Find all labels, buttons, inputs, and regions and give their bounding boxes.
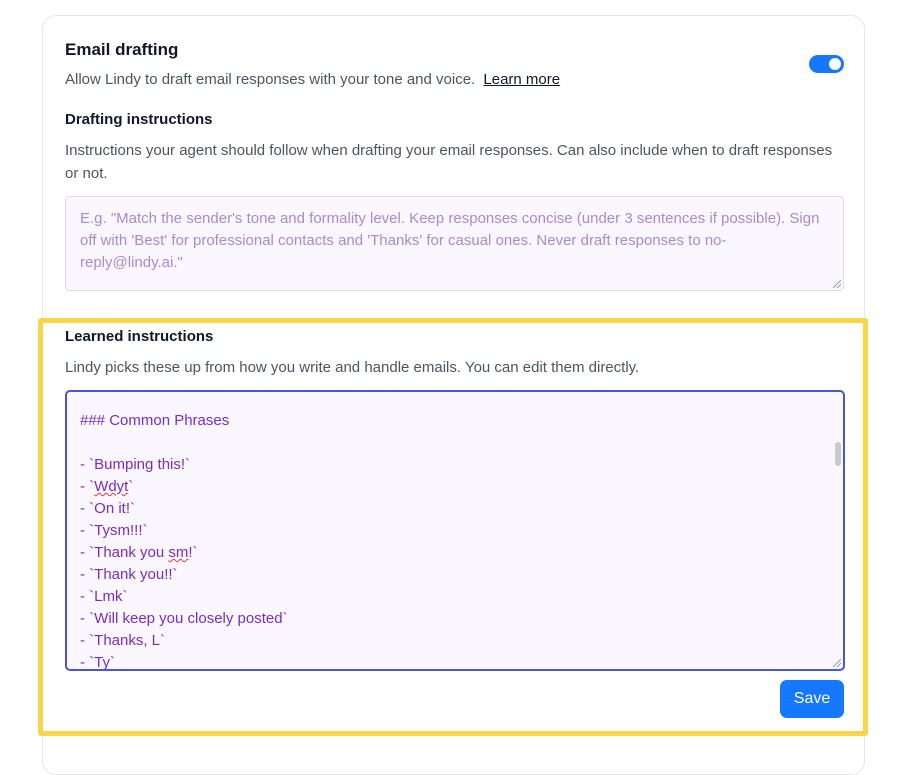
phrase-item: - `Will keep you closely posted` [80, 610, 288, 627]
learned-instructions-title: Learned instructions [65, 328, 214, 345]
phrase-item: - `Thank you!!` [80, 566, 178, 583]
resize-handle-icon[interactable] [833, 659, 841, 667]
textarea-scrollbar[interactable] [835, 442, 841, 466]
email-drafting-description [65, 71, 560, 88]
phrase-item: - `On it!` [80, 500, 135, 517]
drafting-instructions-title: Drafting instructions [65, 111, 213, 128]
email-drafting-title: Email drafting [65, 40, 179, 59]
email-drafting-description-text: Allow Lindy to draft email responses with your tone and voice. [65, 71, 476, 88]
phrase-item: - `Wdyt` [80, 478, 134, 495]
spellcheck-word: sm [168, 544, 189, 561]
learned-heading: ### Common Phrases [80, 412, 230, 429]
drafting-instructions-description: Instructions your agent should follow when drafting your email responses. Can also include when to draft responses or not. [65, 142, 833, 182]
toggle-knob [829, 58, 841, 70]
learn-more-link[interactable]: Learn more [483, 71, 561, 88]
learned-instructions-description: Lindy picks these up from how you write and handle emails. You can edit them directly. [65, 359, 640, 376]
phrase-item: - `Lmk` [80, 588, 128, 605]
phrase-item: - `Thanks, L` [80, 632, 166, 649]
spellcheck-word: Wdyt [94, 478, 129, 495]
phrase-item: - `Thank you sm!` [80, 544, 198, 561]
save-button[interactable]: Save [780, 680, 844, 718]
learned-instructions-textarea[interactable] [65, 390, 845, 671]
phrase-item: - `Tysm!!!` [80, 522, 148, 539]
email-drafting-toggle[interactable] [809, 55, 844, 73]
resize-handle-icon[interactable] [833, 280, 841, 288]
phrase-item: - `Bumping this!` [80, 456, 191, 473]
phrase-item: - `Ty` [80, 654, 115, 671]
drafting-instructions-input[interactable] [65, 196, 844, 291]
learned-instructions-content [80, 410, 288, 671]
drafting-instructions-placeholder: E.g. "Match the sender's tone and formality level. Keep responses concise (under 3 sentences if possible). Sign off with 'Best' for professional contacts and 'Thanks' for casual ones. Never draft responses to no-reply@lindy.ai." [80, 210, 820, 271]
